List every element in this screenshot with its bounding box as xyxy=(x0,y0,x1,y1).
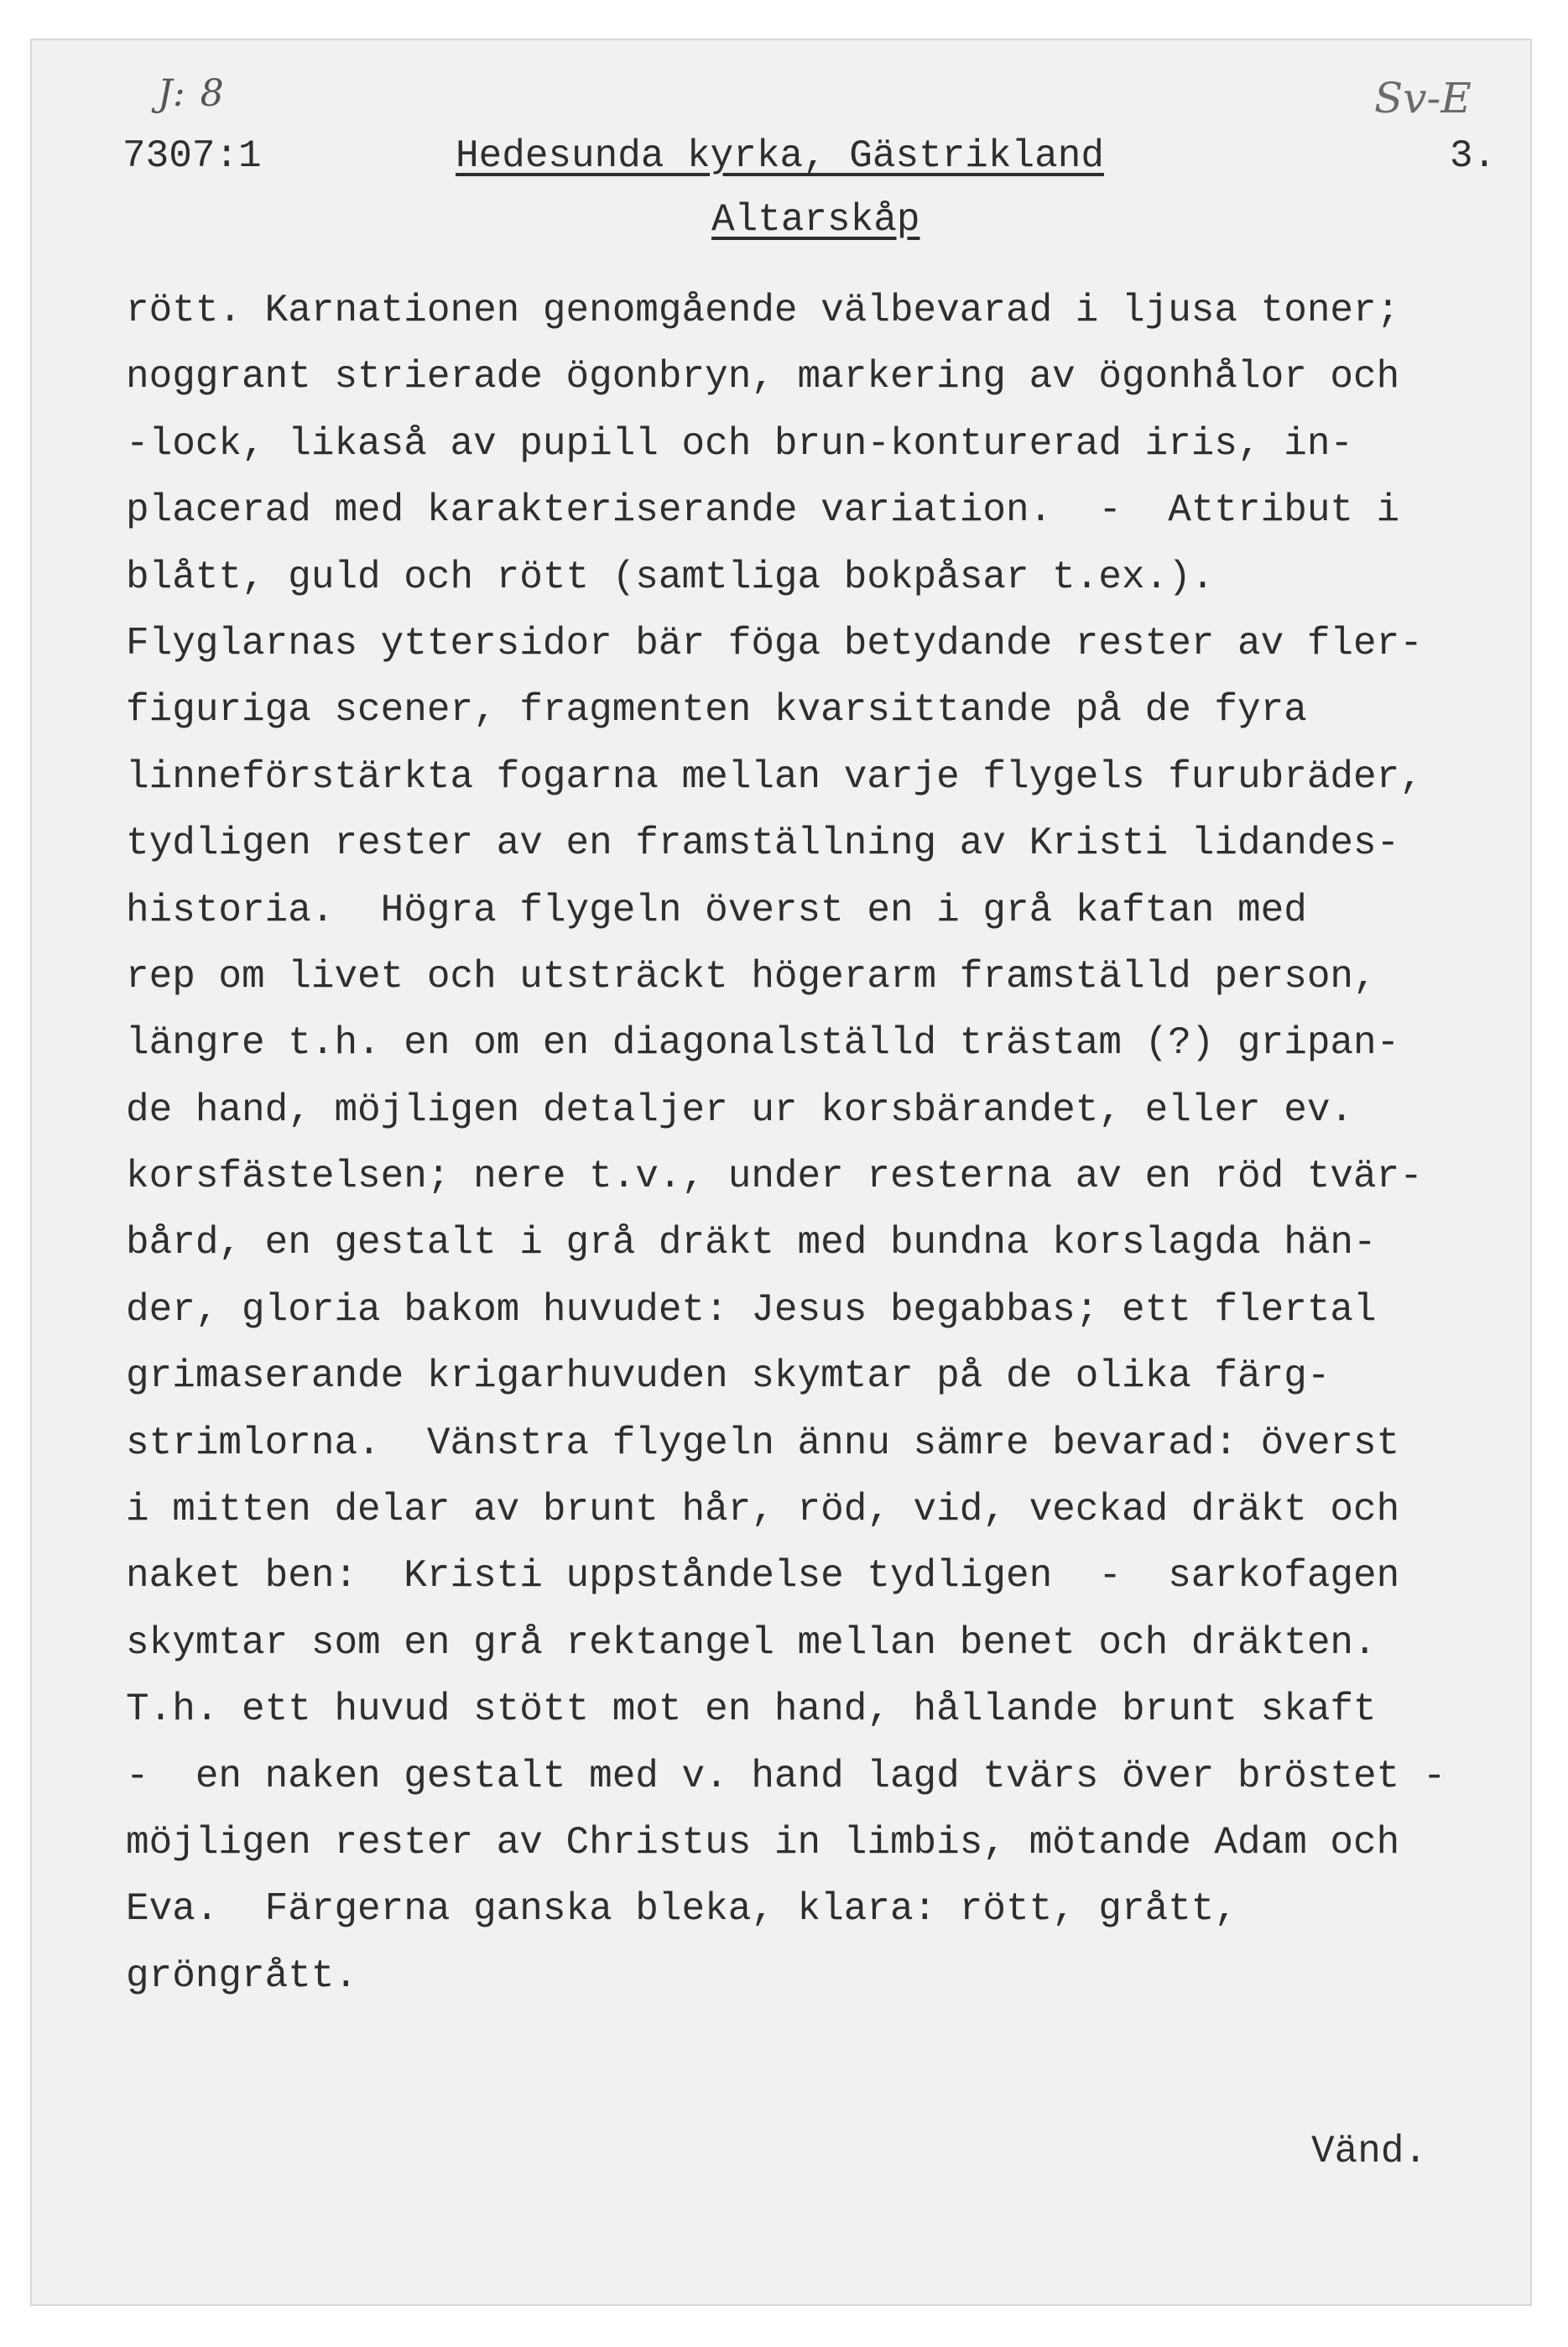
body-line: gröngrått. xyxy=(126,1953,358,1998)
body-line: tydligen rester av en framställning av Kristi lidandes- xyxy=(126,821,1400,866)
handwritten-note-right: Sv-E xyxy=(1374,74,1472,123)
body-line: längre t.h. en om en diagonalställd trästam (?) gripan- xyxy=(126,1021,1400,1066)
card-id: 7307:1 xyxy=(122,134,262,178)
body-line: korsfästelsen; nere t.v., under resterna av en röd tvär- xyxy=(126,1155,1423,1199)
index-card xyxy=(30,39,1532,2306)
turn-over-note: Vänd. xyxy=(1311,2130,1428,2173)
page-number: 3. xyxy=(1450,134,1497,178)
card-title: Hedesunda kyrka, Gästrikland xyxy=(456,134,1104,178)
body-line: placerad med karakteriserande variation. - Attribut i xyxy=(126,488,1400,533)
body-text xyxy=(126,278,1568,2010)
body-line: -lock, likaså av pupill och brun-konturerad iris, in- xyxy=(126,421,1354,466)
body-line: skymtar som en grå rektangel mellan benet och dräkten. xyxy=(126,1620,1377,1665)
body-line: T.h. ett huvud stött mot en hand, hållande brunt skaft xyxy=(126,1687,1377,1732)
body-line: möjligen rester av Christus in limbis, mötande Adam och xyxy=(126,1820,1400,1865)
body-line: Flyglarnas yttersidor bär föga betydande rester av fler- xyxy=(126,621,1423,665)
body-line: noggrant strierade ögonbryn, markering av ögonhålor och xyxy=(126,355,1400,399)
body-line: - en naken gestalt med v. hand lagd tvärs över bröstet - xyxy=(126,1754,1446,1798)
body-line: rött. Karnationen genomgående välbevarad i ljusa toner; xyxy=(126,289,1400,332)
body-line: figuriga scener, fragmenten kvarsittande på de fyra xyxy=(126,688,1307,733)
card-subtitle: Altarskåp xyxy=(711,198,920,242)
handwritten-note-left: J: 8 xyxy=(158,72,226,115)
body-line: historia. Högra flygeln överst en i grå kaftan med xyxy=(126,888,1307,932)
body-line: de hand, möjligen detaljer ur korsbärandet, eller ev. xyxy=(126,1087,1354,1132)
body-line: der, gloria bakom huvudet: Jesus begabbas; ett flertal xyxy=(126,1287,1377,1332)
body-line: i mitten delar av brunt hår, röd, vid, veckad dräkt och xyxy=(126,1488,1400,1532)
body-line: Eva. Färgerna ganska bleka, klara: rött, grått, xyxy=(126,1887,1238,1932)
body-line: grimaserande krigarhuvuden skymtar på de olika färg- xyxy=(126,1354,1331,1399)
body-line: linneförstärkta fogarna mellan varje flygels furubräder, xyxy=(126,754,1423,799)
body-line: strimlorna. Vänstra flygeln ännu sämre bevarad: överst xyxy=(126,1421,1400,1465)
body-line: bård, en gestalt i grå dräkt med bundna korslagda hän- xyxy=(126,1221,1377,1265)
body-line: rep om livet och utsträckt högerarm framställd person, xyxy=(126,954,1377,999)
body-line: naket ben: Kristi uppståndelse tydligen - sarkofagen xyxy=(126,1554,1400,1599)
body-line: blått, guld och rött (samtliga bokpåsar t.ex.). xyxy=(126,555,1215,599)
